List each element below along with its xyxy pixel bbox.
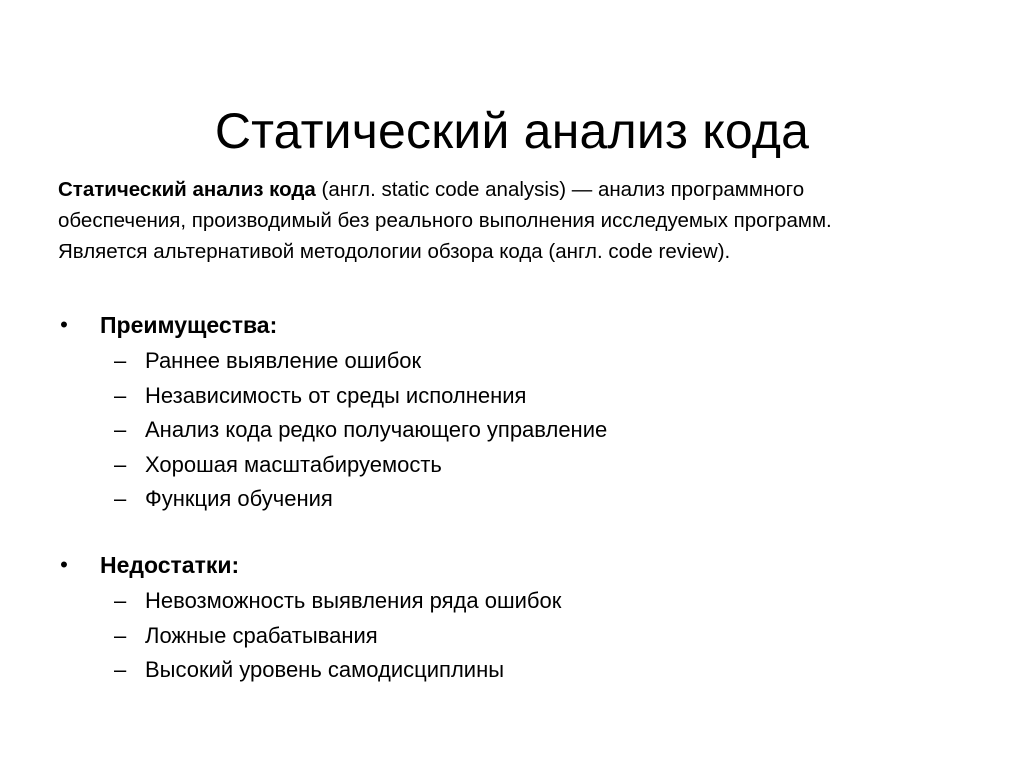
cons-label: Недостатки:	[100, 552, 240, 578]
pros-label: Преимущества:	[100, 312, 278, 338]
list-item	[58, 584, 958, 619]
pros-header	[58, 306, 958, 344]
intro-term: Статический анализ кода	[58, 178, 316, 201]
list-item	[58, 619, 958, 654]
list-item	[58, 448, 958, 483]
cons-list	[58, 584, 958, 688]
list-item-label: Независимость от среды исполнения	[145, 382, 527, 408]
list-item-label: Ложные срабатывания	[145, 622, 378, 648]
dash-icon: –	[114, 657, 127, 682]
list-item	[58, 413, 958, 448]
slide-title: Статический анализ кода	[214, 102, 810, 159]
list-item	[58, 379, 958, 414]
dash-icon: –	[114, 348, 127, 373]
list-item-label: Высокий уровень самодисциплины	[145, 657, 505, 682]
dash-icon: –	[114, 486, 127, 511]
intro-line-1-rest: (англ. static code analysis) — анализ программного	[315, 178, 805, 201]
dash-icon: –	[114, 451, 127, 477]
pros-section	[58, 306, 958, 517]
cons-header	[58, 546, 958, 584]
list-item-label: Невозможность выявления ряда ошибок	[145, 588, 562, 613]
intro-line-3: Является альтернативой методологии обзора кода (англ. code review).	[58, 240, 731, 263]
list-item-label: Хорошая масштабируемость	[145, 451, 442, 477]
dash-icon: –	[114, 622, 127, 648]
intro-line-1	[58, 174, 978, 205]
list-item	[58, 482, 958, 517]
intro-line-2: обеспечения, производимый без реального выполнения исследуемых программ.	[58, 209, 832, 232]
list-item-label: Раннее выявление ошибок	[145, 348, 422, 373]
dash-icon: –	[114, 588, 127, 613]
cons-section	[58, 546, 958, 688]
list-item	[58, 653, 958, 688]
dash-icon: –	[114, 382, 127, 408]
intro-paragraph	[58, 174, 978, 267]
list-item	[58, 344, 958, 379]
dash-icon: –	[114, 417, 127, 442]
pros-list	[58, 344, 958, 517]
list-item-label: Анализ кода редко получающего управление	[145, 417, 608, 442]
list-item-label: Функция обучения	[145, 486, 333, 511]
bullet-icon: •	[60, 312, 68, 337]
bullet-icon: •	[60, 552, 68, 577]
